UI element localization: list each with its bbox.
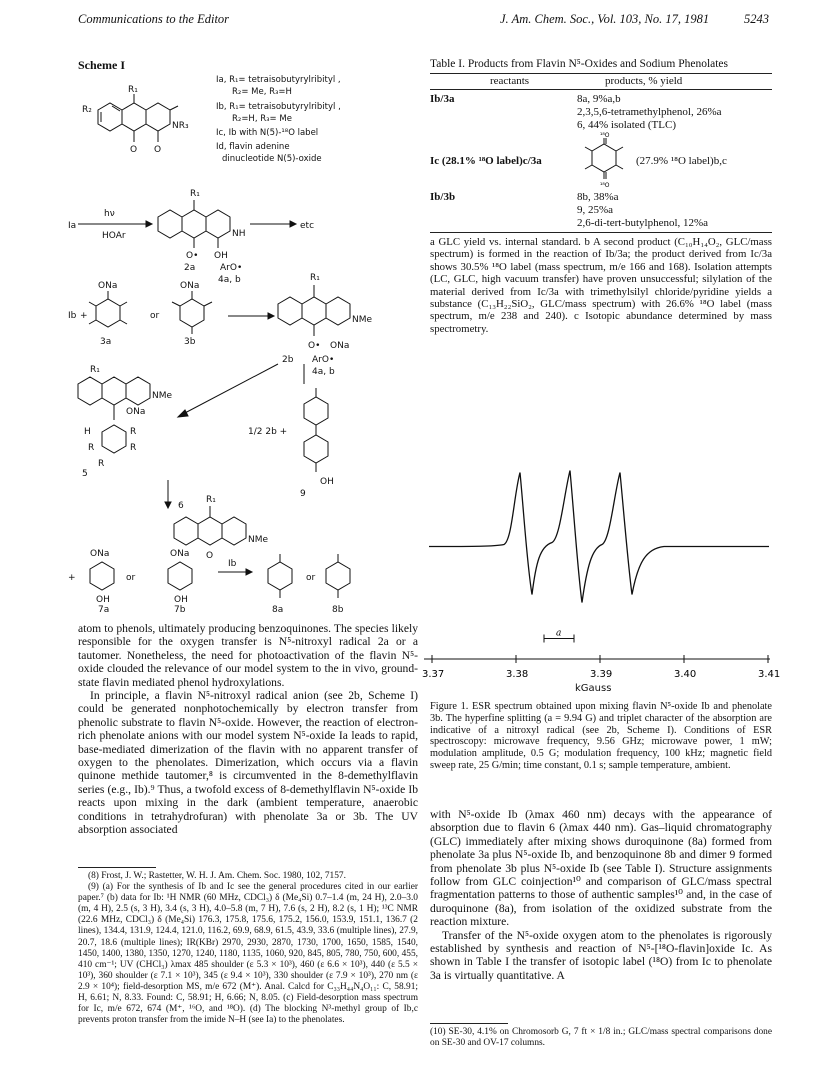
legend-6: Id, flavin adenine bbox=[216, 142, 290, 152]
quinone-label-bottom: ¹⁸O bbox=[600, 182, 610, 189]
label-oh-c: OH bbox=[96, 595, 110, 605]
label-hv: hν bbox=[104, 209, 115, 219]
label-nr3: NR₃ bbox=[172, 121, 189, 131]
table-rule-top bbox=[430, 73, 772, 74]
label-8a: 8a bbox=[272, 605, 284, 615]
label-r1-e: R₁ bbox=[206, 495, 216, 505]
label-r2: R₂ bbox=[82, 105, 92, 115]
label-r-b: R bbox=[88, 443, 95, 453]
scheme-title: Scheme I bbox=[78, 58, 125, 72]
label-o-radical: O• bbox=[186, 251, 199, 261]
table-rule-header bbox=[430, 89, 772, 90]
label-oh-b: OH bbox=[320, 477, 334, 487]
table-row3-products bbox=[577, 191, 708, 230]
label-nme-c: NMe bbox=[248, 535, 269, 545]
table-row3-product-2: 9, 25%a bbox=[577, 204, 614, 216]
table-header-products: products, % yield bbox=[605, 75, 683, 87]
legend-4: R₂=H, R₃= Me bbox=[232, 114, 292, 124]
label-r1-d: R₁ bbox=[90, 365, 100, 375]
label-plus: + bbox=[80, 311, 88, 321]
label-o2: O bbox=[154, 145, 162, 155]
flavin-ring-c bbox=[146, 103, 170, 131]
label-plus-b: + bbox=[68, 573, 76, 583]
label-aro: ArO• bbox=[220, 263, 243, 273]
label-9: 9 bbox=[300, 489, 306, 499]
label-half-2b: 1/2 2b + bbox=[248, 427, 288, 437]
label-8b: 8b bbox=[332, 605, 344, 615]
label-ona-3b: ONa bbox=[180, 281, 200, 291]
footnote-rule-right bbox=[430, 1023, 508, 1024]
table-row1-product-1: 8a, 9%a,b bbox=[577, 93, 621, 105]
flavin-ring-a bbox=[98, 103, 122, 131]
label-r-a: R bbox=[130, 427, 137, 437]
table-row1-products bbox=[577, 93, 722, 132]
legend-3: Ib, R₁= tetraisobutyrylribityl , bbox=[216, 102, 341, 112]
label-or: or bbox=[150, 311, 160, 321]
table-row3-product-1: 8b, 38%a bbox=[577, 191, 619, 203]
label-ia: Ia bbox=[68, 221, 77, 231]
label-nme: NMe bbox=[352, 315, 373, 325]
table-header-reactants: reactants bbox=[490, 75, 530, 87]
label-2b: 2b bbox=[282, 355, 294, 365]
label-aro-b: ArO• bbox=[312, 355, 335, 365]
label-ib-b: Ib bbox=[228, 559, 237, 569]
legend-7: dinucleotide N(5)-oxide bbox=[222, 154, 322, 164]
label-5: 5 bbox=[82, 469, 88, 479]
table-row3-reactants: Ib/3b bbox=[430, 191, 456, 203]
table-row1-reactants: Ib/3a bbox=[430, 93, 455, 105]
x-tick-label: 3.39 bbox=[590, 669, 613, 680]
footnote-10: (10) SE-30, 4.1% on Chromosorb G, 7 ft × 1/8 in.; GLC/mass spectral comparisons done on SE-30 and OV-17 columns. bbox=[430, 1027, 772, 1049]
right-paragraph-2: Transfer of the N⁵-oxide oxygen atom to the phenolates is rigorously established by synthesis and reaction of N⁵-[¹⁸O-flavin]oxide Ic. As shown in Table I the transfer of isotopic label (¹⁸O) from Ic to phenolate 3a is virtually quantitative. A bbox=[430, 928, 772, 982]
footnote-8: (8) Frost, J. W.; Rastetter, W. H. J. Am. Chem. Soc. 1980, 102, 7157. bbox=[88, 871, 346, 881]
running-header-left: Communications to the Editor bbox=[78, 12, 230, 26]
label-r-d: R bbox=[98, 459, 105, 469]
label-2a: 2a bbox=[184, 263, 196, 273]
scheme-diagram bbox=[68, 72, 408, 615]
label-hoar: HOAr bbox=[102, 231, 126, 241]
left-paragraph-1: atom to phenols, ultimately producing benzoquinones. The species likely responsible for the oxygen transfer is N⁵-nitroxyl radical 2a or a tautomer. Nonetheless, the need for photoactivation of the flavin N⁵-oxide clouded the relevance of our model system to the in vivo, ground-state flavin mediated phenol hydroxylations. bbox=[78, 622, 418, 689]
table-row2-reactants: Ic (28.1% ¹⁸O label)c/3a bbox=[430, 155, 542, 167]
label-o-b: O bbox=[206, 551, 214, 561]
label-r1-c: R₁ bbox=[310, 273, 320, 283]
figure-caption: Figure 1. ESR spectrum obtained upon mixing flavin N⁵-oxide Ib and phenolate 3b. The hyperfine splitting (a = 9.94 G) and triplet character of the absorption are indicative of a nitroxyl radical (see 2b, Scheme I). Conditions of ESR spectroscopy: microwave frequency, 9.56 GHz; microwave power, 1 mW; modulation amplitude, 0.5 G; modulation frequency, 100 kHz; magnetic field sweep rate, 25 G/min; time constant, 0.1 s; sample temperature, ambient. bbox=[430, 701, 772, 771]
label-nh: NH bbox=[232, 229, 246, 239]
label-7a: 7a bbox=[98, 605, 110, 615]
label-o-radical-b: O• bbox=[308, 341, 321, 351]
left-body-text bbox=[78, 622, 418, 837]
label-7b: 7b bbox=[174, 605, 186, 615]
table-caption: Table I. Products from Flavin N⁵-Oxides and Sodium Phenolates bbox=[430, 58, 729, 70]
hyperfine-scale-label: a bbox=[556, 628, 562, 639]
label-o: O bbox=[130, 145, 138, 155]
footnote-rule-left bbox=[78, 867, 156, 868]
label-oh: OH bbox=[214, 251, 228, 261]
label-4ab-b: 4a, b bbox=[312, 367, 335, 377]
esr-x-axis-label: kGauss bbox=[575, 683, 612, 694]
table-row2-products: (27.9% ¹⁸O label)b,c bbox=[636, 155, 727, 167]
label-or-c: or bbox=[306, 573, 316, 583]
legend-2: R₂= Me, R₃=H bbox=[232, 87, 292, 97]
label-ona-7a: ONa bbox=[90, 549, 110, 559]
label-nme-b: NMe bbox=[152, 391, 173, 401]
table-rule-bottom bbox=[430, 232, 772, 233]
label-r-c: R bbox=[130, 443, 137, 453]
esr-spectrum-trace bbox=[429, 471, 769, 603]
label-r1: R₁ bbox=[128, 85, 138, 95]
label-3b: 3b bbox=[184, 337, 196, 347]
footnote-9: (9) (a) For the synthesis of Ib and Ic see the general procedures cited in our earlier paper.⁷ (b) data for Ib: ¹H NMR (60 MHz, CDCl₃) δ (Me₄Si) 0.7–1.4 (m, 24 H), 2.0–3.0 (m, 4 H), 2.5 (s, 3 H), 3.4 (s, 3 H), 4.0–5.8 (m, 7 H), 7.6 (s, 2 H), 8.2 (s, 1 H); ¹³C NMR (22.6 MHz, CDCl₃) δ (Me₄Si) 176.3, 175.8, 175.6, 175.2, 156.0, 153.9, 151.1, 136.7 (2 lines), 134.4, 131.9, 124.4, 121.0, 116.2, 69.9, 68.9, 61.5, 43.9, 33.6 (multiple lines), 27.9, 20.7, 18.6 (multiple lines); IR(KBr) 2970, 2930, 2870, 1730, 1700, 1650, 1585, 1540, 1450, 1400, 1380, 1350, 1270, 1240, 1180, 1135, 1060, 920, 845, 805, 780, 750, 600, 455, 410 cm⁻¹; UV (CHCl₃) λmax 485 shoulder (ε 5.3 × 10³), 460 (ε 6.6 × 10³), 440 (ε 5.5 × 10³), 360 shoulder (ε 7.1 × 10³), 345 (ε 9.4 × 10³), 330 shoulder (ε 7.9 × 10³), 270 nm (ε 2.9 × 10⁴); field-desorption MS, m/e 672 (M⁺). Anal. Calcd for C₃₃H₄₄N₄O₁₁: C, 58.91; H, 6.61; N, 8.33. Found: C, 58.91; H, 6.66; N, 8.05. (c) Field-desorption mass spectrum for Ic, m/e 672, 674 (M⁺, ¹⁶O, and ¹⁸O). (d) The blocking N³-methyl group of Ib,c prevents proton transfer from the imide N–H (see Ia) to the phenolates. bbox=[78, 882, 418, 1026]
label-oh-d: OH bbox=[174, 595, 188, 605]
right-body-text bbox=[430, 808, 772, 982]
x-tick-label: 3.38 bbox=[506, 669, 529, 680]
label-h: H bbox=[84, 427, 91, 437]
table-row1-product-2: 2,3,5,6-tetramethylphenol, 26%a bbox=[577, 106, 722, 118]
table-row1-product-3: 6, 44% isolated (TLC) bbox=[577, 119, 676, 131]
label-ona-3a: ONa bbox=[98, 281, 118, 291]
flavin-ring-b bbox=[122, 103, 146, 131]
table-notes: a GLC yield vs. internal standard. b A second product (C₁₀H₁₄O₂, GLC/mass spectrum) is formed in the reaction of Ib/3a; the product derived from Ic/3a shows 30.5% ¹⁸O label (mass spectrum, m/e 166 and 168). Isolation attempts (LC, GLC, high vacuum transfer) have proven unsuccessful; silylation of the material derived from Ic/3a with trimethylsilyl chloride/pyridine yields a substance (C₁₃H₂₂SiO₂, GLC/mass spectrum) with 26.6% ¹⁸O label (mass spectrum, m/e 238 and 240). c Isotopic abundance determined by mass spectrometry. bbox=[430, 236, 772, 335]
label-etc: etc bbox=[300, 221, 315, 231]
x-tick-label: 3.41 bbox=[758, 669, 781, 680]
label-ib: Ib bbox=[68, 311, 77, 321]
left-paragraph-2: In principle, a flavin N⁵-nitroxyl radical anion (see 2b, Scheme I) could be generated nonphotochemically by electron transfer from phenolic substrate to flavin N⁵-oxide. However, the reaction of electron-rich phenolate anions with our model system N⁵-oxide Ia leads to rapid, base-mediated dimerization of the flavin with no apparent transfer of oxygen to the phenolates. Dimerization, which occurs via a flavin quinone methide tautomer,⁸ is circumvented in the 8-demethylflavin series (e.g., Ib).⁹ Thus, a twofold excess of 8-demethylflavin N⁵-oxide Ib reacts upon mixing in the dark (ambient temperature, anaerobic conditions in tetrahydrofuran) with phenolate 3a or 3b. The UV absorption associated bbox=[78, 689, 418, 837]
label-or-b: or bbox=[126, 573, 136, 583]
label-ona-7b: ONa bbox=[170, 549, 190, 559]
esr-spectrum-figure bbox=[424, 437, 776, 657]
left-footnotes bbox=[78, 871, 418, 1026]
quinone-label-top: ¹⁸O bbox=[600, 132, 610, 139]
label-r1-b: R₁ bbox=[190, 189, 200, 199]
table-row3-product-3: 2,6-di-tert-butylphenol, 12%a bbox=[577, 217, 709, 229]
label-ona-b: ONa bbox=[330, 341, 350, 351]
label-4ab: 4a, b bbox=[218, 275, 241, 285]
legend-5: Ic, Ib with N(5)-¹⁸O label bbox=[216, 128, 319, 138]
right-paragraph-1: with N⁵-oxide Ib (λmax 460 nm) decays with the appearance of absorption due to flavin 6 (λmax 440 nm). Gas–liquid chromatography (GLC) immediately after mixing shows duroquinone (8a) formed from phenolate 3a plus N⁵-oxide Ib, and benzoquinone 8b and dimer 9 formed from phenolate 3b plus N⁵-oxide Ib (see Table I). Structure assignments follow from GLC coinjection¹⁰ and comparison of GLC/mass spectral fragmentation patterns to those of authentic samples¹⁰ and, in the case of duroquinone (8a), from isolation of the oxidized substrate from the reaction mixture. bbox=[430, 808, 772, 929]
page-number: 5243 bbox=[744, 12, 769, 26]
running-header-journal: J. Am. Chem. Soc., Vol. 103, No. 17, 1981 bbox=[500, 12, 710, 26]
label-ona-c: ONa bbox=[126, 407, 146, 417]
label-3a: 3a bbox=[100, 337, 112, 347]
x-tick-label: 3.40 bbox=[674, 669, 697, 680]
table-quinone-structure bbox=[574, 133, 634, 189]
label-6: 6 bbox=[178, 501, 184, 511]
legend-1: Ia, R₁= tetraisobutyrylribityl , bbox=[216, 75, 341, 85]
x-tick-label: 3.37 bbox=[422, 669, 445, 680]
